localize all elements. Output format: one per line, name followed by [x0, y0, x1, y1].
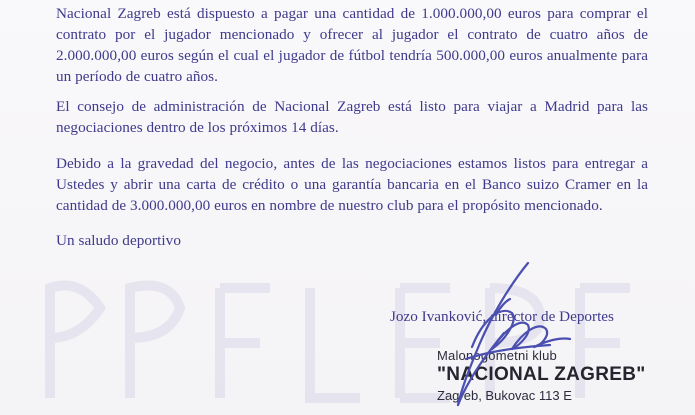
signatory-line: Jozo Ivanković, director de Deportes [390, 308, 614, 325]
paragraph-guarantee: Debido a la gravedad del negocio, antes de las negociaciones estamos listos para entregar a Ustedes y abrir una carta de crédito o una garantía bancaria en el Banco suizo Cramer en la cantidad de 3.000.000,00 euros en nombre de nuestro club para el propósito mencionado. [56, 155, 648, 214]
paragraph-offer: Nacional Zagreb está dispuesto a pagar una cantidad de 1.000.000,00 euros para comprar el contrato por el jugador mencionado y ofrecer al jugador el contrato de cuatro años de 2.000.000,00 euros según el cual el jugador de fútbol tendría 500.000,00 euros anualmente para un período de cuatro años. [56, 5, 648, 85]
stamp-club-type: Malonogometni klub [437, 348, 557, 363]
stamp-address: Zagreb, Bukovac 113 E [437, 388, 572, 403]
closing-salutation: Un saludo deportivo [56, 232, 181, 249]
stamp-club-name: "NACIONAL ZAGREB" [437, 364, 646, 385]
paragraph-travel: El consejo de administración de Nacional Zagreb está listo para viajar a Madrid para las negociaciones dentro de los próximos 14 días. [56, 98, 648, 136]
faded-background-lettering [40, 268, 660, 408]
